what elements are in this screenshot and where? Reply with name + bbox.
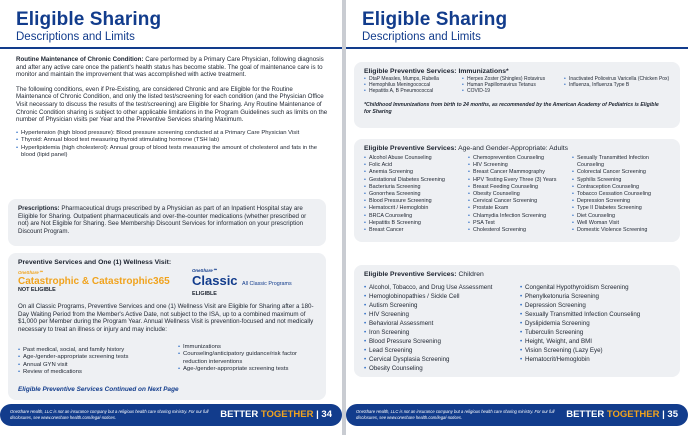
list-item: • Herpes Zoster (Shingles) Rotavirus [462, 76, 562, 82]
list-item: • Influenza, Influenza Type B [564, 82, 676, 88]
immunizations-note: *Childhood Immunizations from birth to 24 months, as recommended by the American Academy of Pediatrics is Eligible for Sharing [364, 102, 659, 115]
page-title: Eligible Sharing [16, 9, 162, 30]
list-item: • HPV Testing Every Three (3) Years [468, 177, 572, 184]
list-item: • Inactivated Poliovirus Varicella (Chicken Pox) [564, 76, 676, 82]
list-item: • Cholesterol Screening [468, 227, 572, 234]
list-item: • PSA Test [468, 220, 572, 227]
footer-bar [0, 404, 342, 426]
list-item: • Obesity Counseling [468, 191, 572, 198]
immunizations-list-3 [564, 76, 676, 88]
list-item: • Breast Feeding Counseling [468, 184, 572, 191]
wellness-text: On all Classic Programs, Preventive Services and one (1) Wellness Visit are Eligible for Sharing after a 180-Day Waiting Period from the Member's Active Date, not subject to the ISA, up to a combined maximum of $1,000 per Member during the Program Year. Annual Wellness Visit is prevention-focused and not medically necessary to treat an illness or injury and may include: [18, 303, 314, 333]
list-item: • Tuberculin Screening [520, 328, 676, 337]
list-item: • Dyslipidemia Screening [520, 319, 676, 328]
brand-better: BETTER [566, 409, 607, 420]
list-item: • Phenylketonuria Screening [520, 292, 676, 301]
list-item: • Gestational Diabetes Screening [364, 177, 468, 184]
list-item: • Annual GYN visit [18, 362, 168, 369]
page-number: | 35 [659, 409, 678, 420]
list-item: • Alcohol Abuse Counseling [364, 155, 468, 162]
continued-note: Eligible Preventive Services Continued on Next Page [18, 386, 179, 393]
list-item: • Folic Acid [364, 162, 468, 169]
children-card [354, 265, 680, 377]
list-item: • Hepatitis B Screening [364, 220, 468, 227]
adults-heading-rest: Age-and Gender-Appropriate: Adults [456, 145, 569, 152]
list-item: • Cervical Cancer Screening [468, 198, 572, 205]
list-item: • Blood Pressure Screening [364, 337, 514, 346]
classic-program-name: Classic [192, 273, 238, 288]
list-item: • Hypertension (high blood pressure): Blood pressure screening conducted at a Primary Care Physician Visit [16, 130, 328, 137]
list-item: • Age-/gender-appropriate screening tests [18, 354, 168, 361]
children-list-1 [364, 283, 514, 373]
list-item: • Counseling/anticipatory guidance/risk factor reduction interventions [178, 351, 318, 366]
page-34 [0, 0, 342, 435]
list-item: • HIV Screening [468, 162, 572, 169]
immunizations-list-1 [364, 76, 460, 95]
footer-disclaimer: OneShare Health, LLC is not an insurance company but a religious health care sharing ministry. For our full disclosures, see www.oneshare health.com/legal-notices. [10, 409, 209, 420]
list-item: • Alcohol, Tobacco, and Drug Use Assessment [364, 283, 514, 292]
list-item: • Past medical, social, and family history [18, 347, 168, 354]
list-item: • Type II Diabetes Screening [572, 205, 676, 212]
children-heading [364, 271, 670, 278]
wellness-list-2 [178, 344, 318, 374]
catastrophic-logo [18, 270, 178, 293]
list-item: • Contraception Counseling [572, 184, 676, 191]
list-item: • Depression Screening [520, 301, 676, 310]
list-item: • Iron Screening [364, 328, 514, 337]
page-number: | 34 [313, 409, 332, 420]
title-rule [346, 47, 688, 49]
list-item: • Anemia Screening [364, 169, 468, 176]
logo-tag: OneShare℠ [18, 270, 44, 275]
list-item: • Cervical Dysplasia Screening [364, 355, 514, 364]
list-item: • Depression Screening [572, 198, 676, 205]
list-item: • Bacteriuria Screening [364, 184, 468, 191]
list-item: • Sexually Transmitted Infection Counseling [572, 155, 676, 169]
list-item: • Sexually Transmitted Infection Counseling [520, 310, 676, 319]
immunizations-heading: Eligible Preventive Services: Immunizations* [364, 68, 509, 75]
list-item: • Tobacco Cessation Counseling [572, 191, 676, 198]
adults-list-1 [364, 155, 468, 234]
not-eligible-label: NOT ELIGIBLE [18, 287, 56, 293]
list-item: • DtaP Measles, Mumps, Rubella [364, 76, 460, 82]
prescriptions-card [8, 199, 326, 246]
list-item: • Hemoglobinopathies / Sickle Cell [364, 292, 514, 301]
list-item: • Obesity Counseling [364, 364, 514, 373]
page-subtitle: Descriptions and Limits [362, 31, 481, 43]
adults-card [354, 139, 680, 242]
routine-paragraph [16, 56, 328, 79]
list-item: • Hematocrit / Hemoglobin [364, 205, 468, 212]
list-item: • Review of medications [18, 369, 168, 376]
list-item: • Well Woman Visit [572, 220, 676, 227]
list-item: • Gonorrhea Screening [364, 191, 468, 198]
children-list-2 [520, 283, 676, 364]
list-item: • Height, Weight, and BMI [520, 337, 676, 346]
list-item: • Vision Screening (Lazy Eye) [520, 346, 676, 355]
classic-logo [192, 268, 322, 297]
list-item: • HIV Screening [364, 310, 514, 319]
wellness-list-1 [18, 347, 168, 377]
classic-program-sub: All Classic Programs [242, 281, 292, 287]
routine-maintenance-section [16, 56, 328, 159]
list-item: • Age-/gender-appropriate screening tests [178, 366, 318, 373]
list-item: • Blood Pressure Screening [364, 198, 468, 205]
adults-heading [364, 145, 670, 152]
list-item: • Hemophilus Meningococcal [364, 82, 460, 88]
children-heading-bold: Eligible Preventive Services: [364, 271, 457, 278]
catastrophic-program-name: Catastrophic & Catastrophic365 [18, 276, 170, 287]
brand-better: BETTER [220, 409, 261, 420]
list-item: • Hematocrit/Hemoglobin [520, 355, 676, 364]
eligible-label: ELIGIBLE [192, 291, 217, 297]
page-subtitle: Descriptions and Limits [16, 31, 135, 43]
routine-paragraph-2: The following conditions, even if Pre-Existing, are considered Chronic and are Eligible for the Routine Maintenance of Chronic Condition, and only the listed test/screening for each condition (and the Physician Office Visit necessary to discuss the results of the test/screening) are Eligible for Sharing. Any Routine Maintenance of Chronic Condition sharing is subject to other applicable limitations in the Program Guidelines such as limits on the number of Physician visits per Year and the Preventive Services sharing Maximum. [16, 85, 328, 124]
prescriptions-heading: Prescriptions: [18, 205, 60, 212]
list-item: • Human Papillomavirus Tetanus [462, 82, 562, 88]
page-35 [346, 0, 688, 435]
footer-brand [220, 409, 332, 420]
footer-bar [346, 404, 688, 426]
adults-list-3 [572, 155, 676, 234]
list-item: • Chemoprevention Counseling [468, 155, 572, 162]
list-item: • Domestic Violence Screening [572, 227, 676, 234]
list-item: • Thyroid: Annual blood test measuring thyroid stimulating hormone (TSH lab) [16, 137, 328, 144]
list-item: • Lead Screening [364, 346, 514, 355]
list-item: • Breast Cancer [364, 227, 468, 234]
list-item: • Hepatitis A, B Pneumococcal [364, 88, 460, 94]
list-item: • Chlamydia Infection Screening [468, 213, 572, 220]
list-item: • Autism Screening [364, 301, 514, 310]
routine-heading: Routine Maintenance of Chronic Condition: [16, 56, 144, 63]
list-item: • BRCA Counseling [364, 213, 468, 220]
brand-together: TOGETHER [260, 409, 314, 420]
prescriptions-text: Pharmaceutical drugs prescribed by a Physician as part of an Inpatient Hospital stay are Eligible for Sharing. Outpatient pharmaceuticals and over-the-counter medications (whether prescribed or not) are Not Eligible for Sharing. See Membership Discount Services for information on your prescription Discount Program. [18, 205, 307, 235]
list-item: • Behavioral Assessment [364, 319, 514, 328]
list-item: • Hyperlipidemia (high cholesterol): Annual group of blood tests measuring the amount of cholesterol and fats in the blood (lipid panel) [16, 145, 328, 160]
adults-list-2 [468, 155, 572, 234]
adults-heading-bold: Eligible Preventive Services: [364, 145, 457, 152]
list-item: • Diet Counseling [572, 213, 676, 220]
footer-brand [566, 409, 678, 420]
list-item: • Syphilis Screening [572, 177, 676, 184]
list-item: • Immunizations [178, 344, 318, 351]
list-item: • Congenital Hypothyroidism Screening [520, 283, 676, 292]
page-title: Eligible Sharing [362, 9, 508, 30]
immunizations-list-2 [462, 76, 562, 95]
chronic-conditions-list [16, 130, 328, 160]
title-rule [0, 47, 342, 49]
wellness-card [8, 253, 326, 400]
footer-disclaimer: OneShare Health, LLC is not an insurance company but a religious health care sharing ministry. For our full disclosures, see www.oneshare health.com/legal-notices. [356, 409, 555, 420]
immunizations-card [354, 62, 680, 128]
logo-tag: OneShare℠ [192, 268, 218, 273]
list-item: • Prostate Exam [468, 205, 572, 212]
brand-together: TOGETHER [606, 409, 660, 420]
children-heading-rest: Children [456, 271, 484, 278]
routine-text: Care performed by a Primary Care Physician, following diagnosis and after any active care once the patient's health status has become stable. The goal of maintenance care is to monitor and maintain the improvement that was accomplished with active treatment. [16, 56, 324, 79]
list-item: • COVID-19 [462, 88, 562, 94]
list-item: • Colorectal Cancer Screening [572, 169, 676, 176]
wellness-heading: Preventive Services and One (1) Wellness Visit: [18, 259, 172, 266]
list-item: • Breast Cancer Mammography [468, 169, 572, 176]
